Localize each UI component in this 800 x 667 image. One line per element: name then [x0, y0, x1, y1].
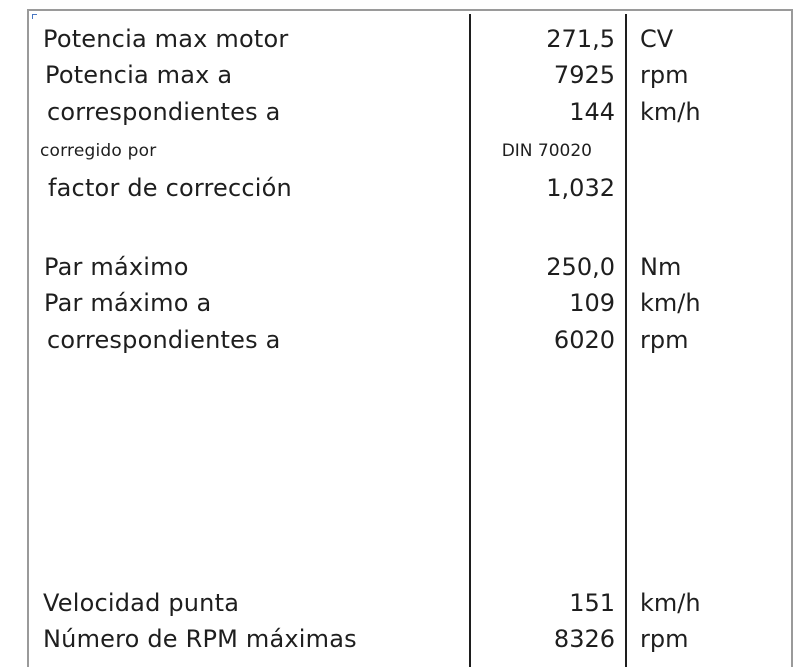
row-unit: CV	[640, 25, 674, 53]
table-row	[0, 170, 800, 206]
row-value: 271,5	[546, 25, 615, 53]
row-label: Velocidad punta	[43, 589, 240, 617]
row-unit: km/h	[640, 289, 701, 317]
row-value: DIN 70020	[501, 141, 592, 161]
row-unit: rpm	[640, 625, 689, 653]
row-unit: rpm	[640, 61, 689, 89]
row-value: 109	[569, 289, 615, 317]
row-label: factor de corrección	[48, 174, 292, 202]
table-row	[0, 94, 800, 130]
table-row	[0, 57, 800, 93]
row-unit: km/h	[640, 589, 701, 617]
row-value: 144	[569, 98, 615, 126]
table-row	[0, 585, 800, 621]
table-row	[0, 621, 800, 657]
table-row	[0, 21, 800, 57]
row-unit: Nm	[640, 253, 682, 281]
row-label: corregido por	[40, 141, 157, 161]
table-row	[0, 285, 800, 321]
row-unit: rpm	[640, 326, 689, 354]
row-label: Potencia max a	[45, 61, 233, 89]
row-label: Número de RPM máximas	[43, 625, 357, 653]
corner-marker	[32, 14, 37, 19]
row-unit: km/h	[640, 98, 701, 126]
row-value: 151	[569, 589, 615, 617]
row-label: Par máximo	[44, 253, 189, 281]
row-label: Potencia max motor	[43, 25, 289, 53]
table-row	[0, 322, 800, 358]
row-label: correspondientes a	[47, 98, 281, 126]
table-row	[0, 133, 800, 169]
table-row	[0, 249, 800, 285]
row-label: correspondientes a	[47, 326, 281, 354]
row-value: 250,0	[546, 253, 615, 281]
row-value: 8326	[553, 625, 615, 653]
row-label: Par máximo a	[44, 289, 212, 317]
row-value: 7925	[553, 61, 615, 89]
row-value: 6020	[553, 326, 615, 354]
row-value: 1,032	[546, 174, 615, 202]
